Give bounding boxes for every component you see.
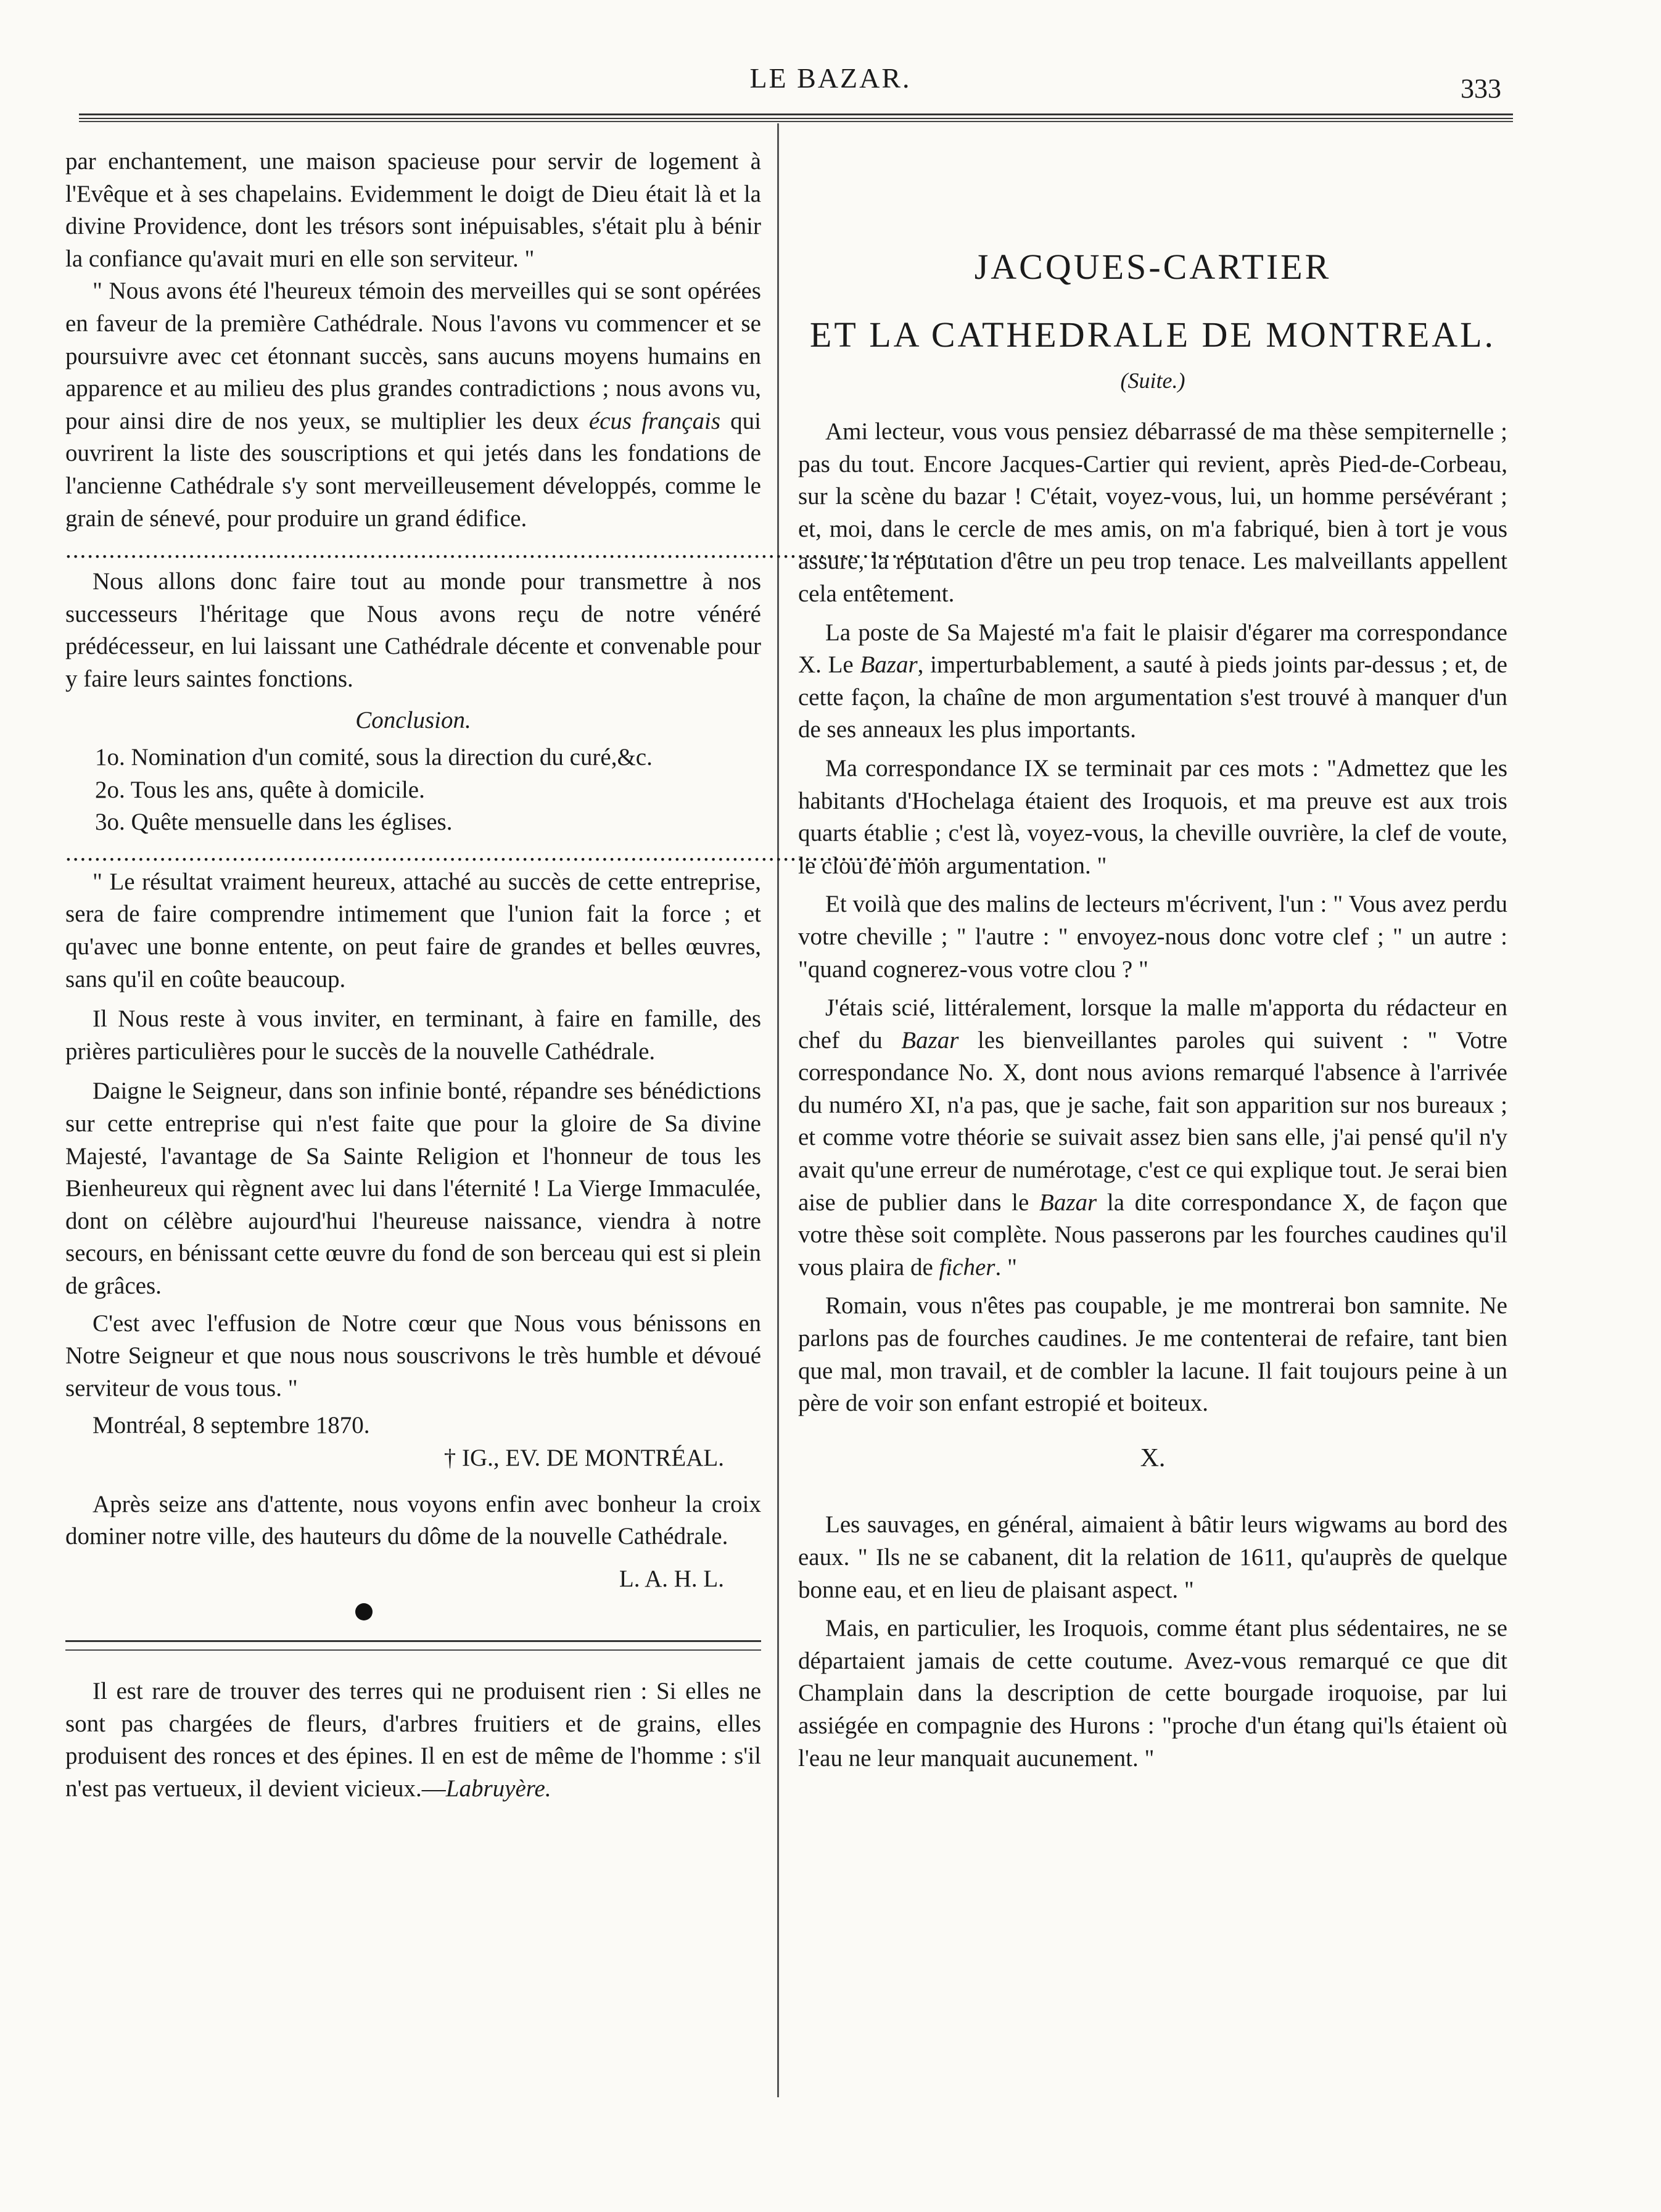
right-paragraph-6: Romain, vous n'êtes pas coupable, je me montrerai bon samnite. Ne parlons pas de fourches caudines. Je me contenterai de refaire, tant bien que mal, mon travail, et de combler la lacune. Il fait toujours peine à un père de voir son enfant estropié et boiteux. (798, 1292, 1507, 1417)
right-paragraph-1: Ami lecteur, vous vous pensiez débarrassé de ma thèse sempiternelle ; pas du tout. Encore Jacques-Cartier qui revient, après Pied-de-Corbeau, sur la scène du bazar ! C'était, voyez-vous, lui, un homme persévérant ; et, moi, dans le cercle de mes amis, on m'a fabriqué, bien à tort je vous assure, la réputation d'être un peu trop tenace. Les malveillants appellent cela entêtement. (798, 418, 1507, 607)
right-paragraph-2: La poste de Sa Majesté m'a fait le plaisir d'égarer ma correspondance X. Le Bazar, imperturbablement, a sauté à pieds joints par-dessus ; et, de cette façon, la chaîne de mon argumentation s'est trouvé à manquer d'un de ses anneaux les plus importants. (798, 619, 1507, 743)
conclusion-heading: Conclusion. (355, 706, 471, 733)
section-heading-x: X. (1140, 1443, 1166, 1472)
left-column (65, 146, 935, 1805)
list-item: 2o. Tous les ans, quête à domicile. (95, 776, 425, 803)
article-title-line-1: JACQUES-CARTIER (974, 247, 1332, 287)
article-title-line-2: ET LA CATHEDRALE DE MONTREAL. (809, 315, 1496, 355)
section-rule-thin (65, 1649, 761, 1651)
list-item: 3o. Quête mensuelle dans les églises. (95, 809, 453, 836)
author-initials: L. A. H. L. (619, 1565, 724, 1592)
left-paragraph-7: C'est avec l'effusion de Notre cœur que Nous vous bénissons en Notre Seigneur et que nous nous souscrivons le très humble et dévoué serviteur de vous tous. " (65, 1310, 761, 1401)
left-paragraph-3: Nous allons donc faire tout au monde pour transmettre à nos successeurs l'héritage que Nous avons reçu de notre vénéré prédécesseur, en lui laissant une Cathédrale décente et convenable pour y faire leurs saintes fonctions. (65, 568, 761, 692)
right-paragraph-7: Les sauvages, en général, aimaient à bâtir leurs wigwams au bord des eaux. " Ils ne se cabanent, dit la relation de 1611, qu'auprès de quelque bonne eau, et en lieu de plaisant aspect. " (798, 1511, 1507, 1603)
right-paragraph-3: Ma correspondance IX se terminait par ces mots : "Admettez que les habitants d'Hochelaga étaient des Iroquois, et ma preuve est aux trois quarts établie ; c'est là, voyez-vous, la cheville ouvrière, la clef de voute, le clou de mon argumentation. " (798, 754, 1507, 879)
right-paragraph-4: Et voilà que des malins de lecteurs m'écrivent, l'un : " Vous avez perdu votre cheville ; " l'autre : " envoyez-nous donc votre clef ; " un autre : "quand cognerez-vous votre clou ? " (798, 891, 1507, 983)
right-paragraph-5: J'étais scié, littéralement, lorsque la malle m'apporta du rédacteur en chef du Bazar les bienveillantes paroles qui suivent : " Votre correspondance No. X, dont nous avions remarqué l'absence à l'arrivée du numéro XI, n'a pas, que je sache, fait son apparition sur nos bureaux ; et comme votre théorie se suivait assez bien sans elle, j'ai pensé qu'il n'y avait qu'une erreur de numérotage, c'est ce qui explique tout. Je serai bien aise de publier dans le Bazar la dite correspondance X, de façon que votre thèse soit complète. Nous passerons par les fourches caudines qu'il vous plaira de ficher. " (798, 994, 1507, 1281)
article-suite: (Suite.) (1120, 368, 1185, 393)
left-paragraph-2: " Nous avons été l'heureux témoin des merveilles qui se sont opérées en faveur de la première Cathédrale. Nous l'avons vu commencer et se poursuivre avec cet étonnant succès, sans aucuns moyens humains en apparence et au milieu des plus grandes contradictions ; nous avons vu, pour ainsi dire de nos yeux, se multiplier les deux écus français qui ouvrirent la liste des souscriptions et qui jetés dans les fondations de l'ancienne Cathédrale s'y sont merveilleusement développés, comme le grain de sénevé, pour produire un grand édifice. (65, 278, 762, 532)
header-rule (79, 113, 1513, 119)
dateline: Montréal, 8 septembre 1870. (93, 1412, 370, 1439)
bishop-signature: † IG., EV. DE MONTRÉAL. (443, 1444, 724, 1471)
left-paragraph-8: Après seize ans d'attente, nous voyons enfin avec bonheur la croix dominer notre ville, des hauteurs du dôme de la nouvelle Cathédrale. (65, 1490, 761, 1550)
left-paragraph-1: par enchantement, une maison spacieuse pour servir de logement à l'Evêque et à ses chapelains. Evidemment le doigt de Dieu était là et la divine Providence, dont les trésors sont inépuisables, s'était plu à bénir la confiance qu'avait muri en elle son serviteur. " (65, 148, 761, 272)
list-item: 1o. Nomination d'un comité, sous la direction du curé,&c. (95, 744, 653, 771)
left-paragraph-5: Il Nous reste à vous inviter, en terminant, à faire en famille, des prières particulières pour le succès de la nouvelle Cathédrale. (65, 1005, 761, 1065)
labruyere-quote: Il est rare de trouver des terres qui ne produisent rien : Si elles ne sont pas chargées de fleurs, d'arbres fruitiers et de grains, elles produisent des ronces et des épines. Il en est de même de l'homme : s'il n'est pas vertueux, il devient vicieux.—Labruyère. (65, 1677, 761, 1802)
column-divider (777, 123, 779, 2097)
left-paragraph-6: Daigne le Seigneur, dans son infinie bonté, répandre ses bénédictions sur cette entreprise qui n'est faite que pour la gloire de Sa divine Majesté, l'avantage de Sa Sainte Religion et l'honneur de tous les Bienheureux qui règnent avec lui dans l'éternité ! La Vierge Immaculée, dont on célèbre aujourd'hui l'heureuse naissance, viendra à notre secours, en bénissant cette œuvre du fond de son berceau qui est si plein de grâces. (65, 1078, 761, 1299)
header-rule-thin (79, 121, 1513, 122)
section-rule (65, 1640, 761, 1642)
right-column (798, 416, 1507, 1781)
right-paragraph-8: Mais, en particulier, les Iroquois, comme étant plus sédentaires, ne se départaient jamais de cette coutume. Avez-vous remarqué ce que dit Champlain dans la description de cette bourgade iroquoise, par lui assiégée en compagnie des Hurons : "proche d'un étang qui'ls étaient où l'eau ne leur manquait aucunement. " (798, 1615, 1507, 1772)
left-paragraph-4: " Le résultat vraiment heureux, attaché au succès de cette entreprise, sera de faire comprendre intimement que l'union fait la force ; et qu'avec une bonne entente, on peut faire de grandes et belles œuvres, sans qu'il en coûte beaucoup. (65, 868, 761, 993)
ink-blot (65, 1594, 761, 1627)
conclusion-list (65, 741, 761, 839)
page-header-title: LE BAZAR. (749, 62, 912, 94)
page-number: 333 (1461, 73, 1501, 104)
ellipsis-rule-2: ........................................................................................................................ (65, 839, 935, 866)
ellipsis-rule-1: ........................................................................................................................ (65, 537, 935, 564)
